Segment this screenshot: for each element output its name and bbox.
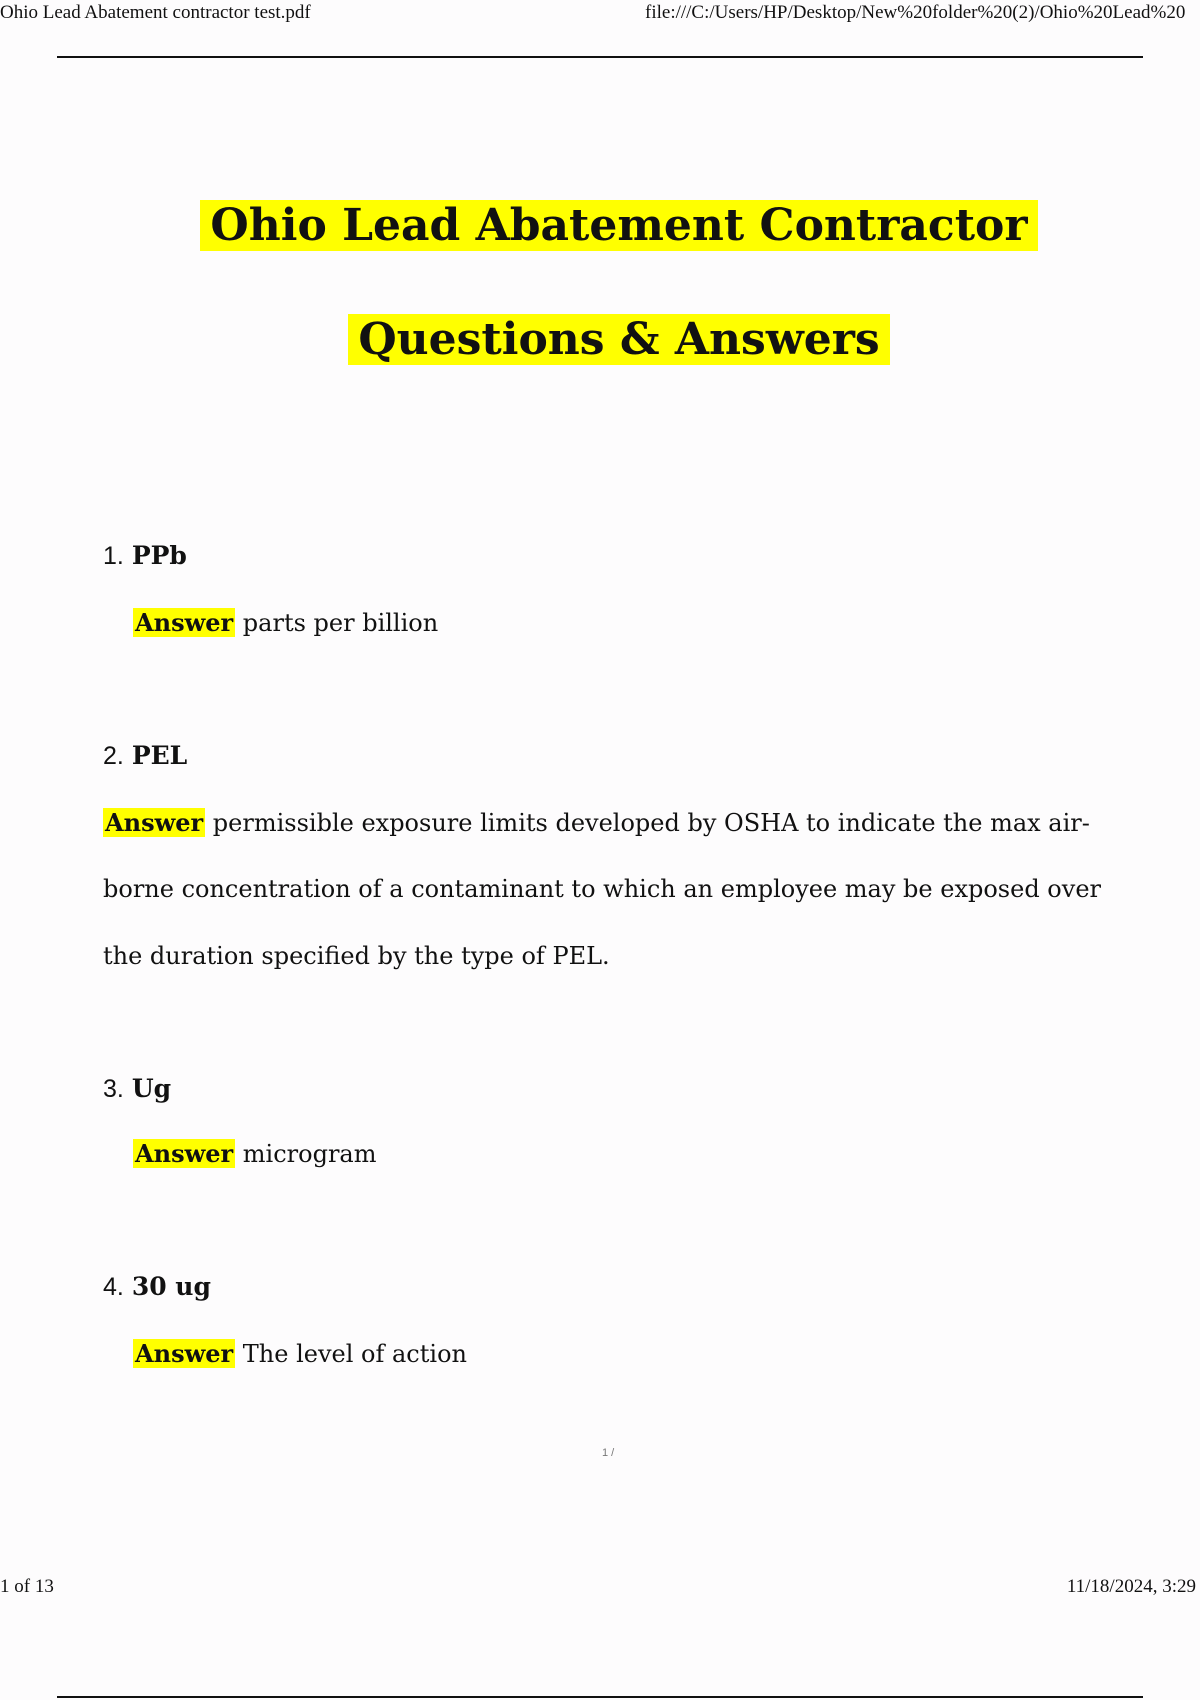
question-text: 30 ug <box>131 1272 211 1301</box>
question-1 <box>103 540 187 572</box>
question-number: 1. <box>103 542 124 570</box>
document-title-line1: Ohio Lead Abatement Contractor <box>0 196 1200 256</box>
print-header-title: Ohio Lead Abatement contractor test.pdf <box>0 2 311 23</box>
answer-text-line1: permissible exposure limits developed by OSHA to indicate the max air- <box>212 809 1090 837</box>
answer-label: Answer <box>135 1339 234 1368</box>
answer-1 <box>133 607 438 639</box>
question-number: 3. <box>103 1075 124 1103</box>
question-number: 4. <box>103 1273 124 1301</box>
question-4 <box>103 1271 211 1303</box>
footer-divider <box>57 1696 1143 1698</box>
page-number-mark: 1 / <box>602 1447 615 1459</box>
answer-label: Answer <box>135 1139 234 1168</box>
question-text: Ug <box>131 1074 172 1103</box>
answer-3 <box>133 1138 377 1170</box>
question-2 <box>103 740 187 772</box>
print-footer-datetime: 11/18/2024, 3:29 <box>1066 1576 1196 1597</box>
answer-label: Answer <box>105 808 204 837</box>
question-3 <box>103 1073 171 1105</box>
answer-label: Answer <box>135 608 234 637</box>
answer-text: microgram <box>242 1140 377 1168</box>
answer-text-line3: the duration specified by the type of PEL. <box>103 942 610 970</box>
answer-4 <box>133 1338 467 1370</box>
answer-text: The level of action <box>242 1340 467 1368</box>
answer-text: parts per billion <box>242 609 439 637</box>
answer-2 <box>103 807 1090 839</box>
question-text: PEL <box>131 741 188 770</box>
question-text: PPb <box>131 541 187 570</box>
question-number: 2. <box>103 742 124 770</box>
answer-text-line2: borne concentration of a contaminant to which an employee may be exposed over <box>103 875 1101 903</box>
print-footer-page-count: 1 of 13 <box>0 1576 54 1597</box>
document-title-line2: Questions & Answers <box>0 310 1200 370</box>
print-header-path: file:///C:/Users/HP/Desktop/New%20folder%20(2)/Ohio%20Lead%20 <box>645 2 1186 23</box>
header-divider <box>57 56 1143 58</box>
